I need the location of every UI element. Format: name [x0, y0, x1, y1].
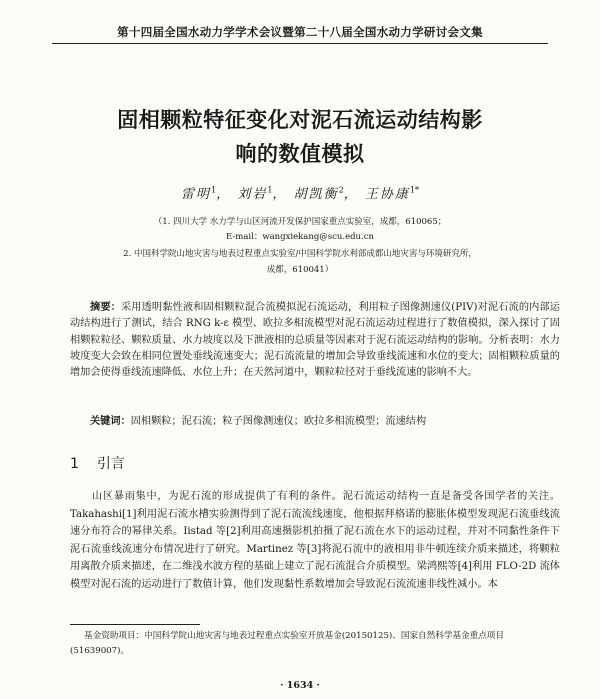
- author-name: 王协康: [364, 187, 410, 202]
- affiliation-line-2: 2. 中国科学院山地灾害与地表过程重点实验室/中国科学院水利部成都山地灾害与环境研究所，: [123, 249, 477, 259]
- author-separator: ，: [272, 187, 288, 202]
- author-name: 胡凯衡: [293, 187, 339, 202]
- author-separator: ，: [216, 187, 232, 202]
- title-line-1: 固相颗粒特征变化对泥石流运动结构影: [117, 108, 483, 132]
- abstract-text: 采用透明黏性液和固相颗粒混合流模拟泥石流运动，利用粒子图像测速仪(PIV)对泥石流的内部运动结构进行了测试，结合 RNG k-ε 模型、欧拉多相流模型对泥石流运动过程进行了数值模拟，深入探讨了固相颗粒粒径、颗粒质量、水力坡度以及下泄液相的总质量等因素对于泥石流运动结构的影响。分析表明：水力坡度变大会致在相同位置处垂线流速变大；泥石流流量的增加会导致垂线流速和水位的变大；固相颗粒质量的增加会使得垂线流速降低、水位上升；在天然河道中，颗粒粒径对于垂线流速的影响不大。: [70, 302, 560, 379]
- body-paragraph: 山区暴雨集中，为泥石流的形成提供了有利的条件。泥石流运动结构一直是备受各国学者的关注。Takahashi[1]利用泥石流水槽实验测得到了泥石流流线速度，他根据拜格诺的膨胀体模型发现泥石流垂线流速分布符合的幂律关系。Iistad 等[2]利用高速摄影机拍摄了泥石流在水下的运动过程，并对不同黏性条件下泥石流垂线流速分布情况进行了研究。Martinez 等[3]将泥石流中的液相用非牛顿连续介质来描述，将颗粒用离散介质来描述，在二维浅水波方程的基础上建立了泥石流混合介质模型。梁鸿熙等[4]利用 FLO-2D 流体模型对泥石流的运动进行了数值计算，他们发现黏性系数增加会导致泥石流流速非线性减小。本: [70, 491, 560, 590]
- keywords-text: 固相颗粒；泥石流；粒子图像测速仪；欧拉多相流模型；流速结构: [130, 416, 427, 427]
- author-name: 刘岩: [237, 187, 268, 202]
- author-affil-mark: 2: [338, 185, 344, 195]
- proceedings-header: 第十四届全国水动力学学术会议暨第二十八届全国水动力学研讨会文集: [52, 24, 548, 44]
- author-affil-mark: 1: [267, 185, 273, 195]
- affiliation-email: E-mail：wangxiekang@scu.edu.cn: [226, 232, 374, 242]
- keywords-label: 关键词：: [90, 416, 131, 427]
- paper-title: [62, 103, 538, 171]
- footnote-divider: [70, 624, 200, 625]
- abstract-label: 摘要：: [90, 302, 121, 313]
- abstract: [70, 300, 560, 381]
- affiliation-line-1: （1. 四川大学 水力学与山区河流开发保护国家重点实验室，成都，610065；: [153, 217, 447, 227]
- affiliation-line-3: 成都，610041）: [266, 265, 334, 275]
- funding-footnote: 基金资助项目：中国科学院山地灾害与地表过程重点实验室开放基金(20150125)、国家自然科学基金重点项目(51639007)。: [70, 631, 504, 656]
- author-name: 雷明: [181, 187, 212, 202]
- section-title: 引言: [96, 456, 125, 472]
- author-list: [0, 183, 600, 202]
- author-separator: ，: [343, 187, 359, 202]
- section-number: 1: [70, 456, 79, 472]
- title-line-2: 响的数值模拟: [235, 142, 365, 166]
- page-number: · 1634 ·: [280, 680, 320, 691]
- keywords: [90, 414, 560, 430]
- author-affil-mark: 1*: [409, 185, 419, 195]
- author-affil-mark: 1: [211, 185, 217, 195]
- section-heading: [70, 453, 125, 473]
